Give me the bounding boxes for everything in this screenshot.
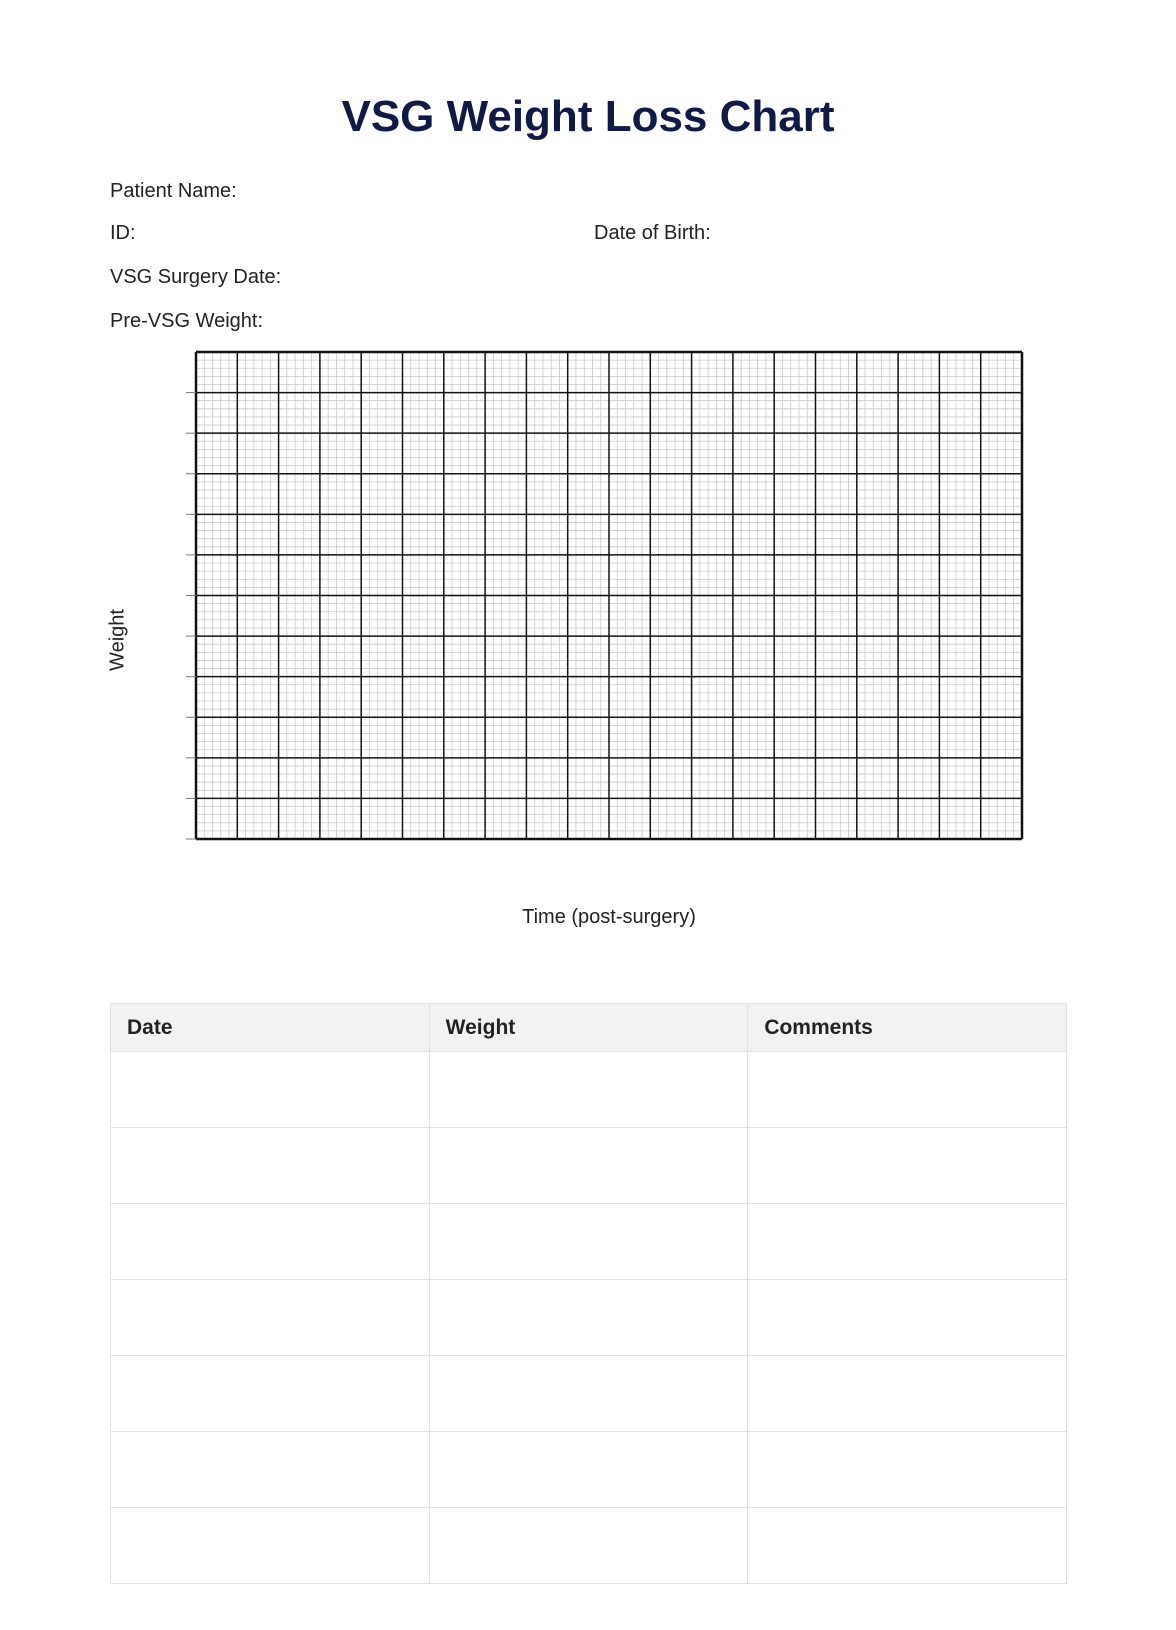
- table-cell[interactable]: [429, 1356, 748, 1432]
- table-cell[interactable]: [429, 1128, 748, 1204]
- column-header: Comments: [748, 1004, 1067, 1052]
- column-header: Date: [111, 1004, 430, 1052]
- table-cell[interactable]: [111, 1432, 430, 1508]
- page-title: VSG Weight Loss Chart: [341, 92, 835, 141]
- surgery-date-label: VSG Surgery Date:: [110, 266, 282, 288]
- table-cell[interactable]: [748, 1280, 1067, 1356]
- table-row: [111, 1204, 1067, 1280]
- table-cell[interactable]: [111, 1204, 430, 1280]
- table-row: [111, 1356, 1067, 1432]
- table-row: [111, 1508, 1067, 1584]
- column-header: Weight: [429, 1004, 748, 1052]
- table-row: [111, 1280, 1067, 1356]
- table-cell[interactable]: [111, 1052, 430, 1128]
- pre-weight-label: Pre-VSG Weight:: [110, 310, 264, 332]
- table-cell[interactable]: [111, 1508, 430, 1584]
- table-cell[interactable]: [748, 1508, 1067, 1584]
- table-cell[interactable]: [429, 1508, 748, 1584]
- patient-name-label: Patient Name:: [110, 180, 237, 202]
- table-cell[interactable]: [111, 1280, 430, 1356]
- table-cell[interactable]: [748, 1356, 1067, 1432]
- table-cell[interactable]: [748, 1052, 1067, 1128]
- table-cell[interactable]: [429, 1204, 748, 1280]
- table-cell[interactable]: [429, 1280, 748, 1356]
- table-cell[interactable]: [748, 1128, 1067, 1204]
- table-cell[interactable]: [111, 1128, 430, 1204]
- table-row: [111, 1432, 1067, 1508]
- dob-label: Date of Birth:: [594, 222, 711, 244]
- y-axis-label: Weight: [106, 609, 129, 671]
- weight-grid-chart: [180, 345, 1040, 855]
- x-axis-label: Time (post-surgery): [522, 906, 696, 928]
- table-row: [111, 1128, 1067, 1204]
- table-cell[interactable]: [429, 1052, 748, 1128]
- table-cell[interactable]: [429, 1432, 748, 1508]
- table-cell[interactable]: [748, 1432, 1067, 1508]
- table-cell[interactable]: [111, 1356, 430, 1432]
- table-cell[interactable]: [748, 1204, 1067, 1280]
- table-row: [111, 1052, 1067, 1128]
- id-label: ID:: [110, 222, 136, 244]
- weight-log-table: [110, 1003, 1067, 1584]
